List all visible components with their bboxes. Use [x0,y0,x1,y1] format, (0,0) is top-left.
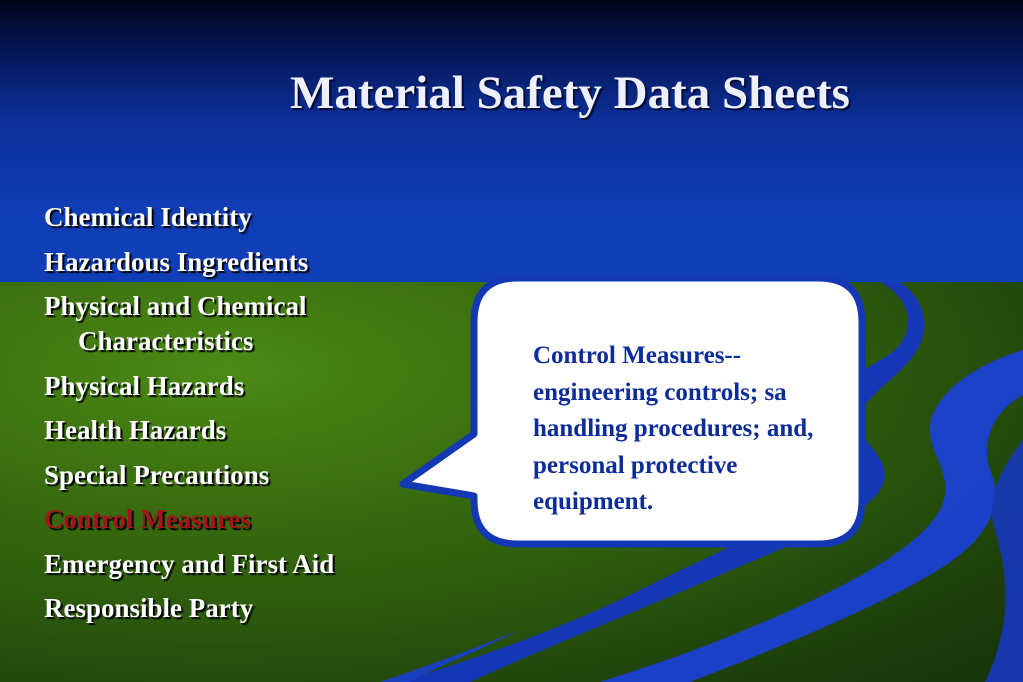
callout-line-3: handling procedures; and, [533,415,814,442]
callout-line-1: Control Measures-- [533,342,742,369]
list-item-special-precautions: Special Precautions [44,459,270,490]
list-item-hazardous-ingredients: Hazardous Ingredients [44,246,309,277]
list-item-responsible-party: Responsible Party [44,593,254,623]
callout-text [533,338,913,521]
list-item-health-hazards: Health Hazards [44,415,227,445]
slide-title: Material Safety Data Sheets [290,67,850,119]
list-item-physical-hazards: Physical Hazards [44,370,245,401]
list-item-chemical-identity: Chemical Identity [44,202,252,232]
callout-line-4: personal protective [533,451,738,479]
callout-line-2: engineering controls; sa [533,378,787,406]
list-item-control-measures: Control Measures [44,504,251,534]
list-item-emergency-first-aid: Emergency and First Aid [44,548,335,579]
callout-line-5: equipment. [533,488,654,515]
list-item-physical-chemical-characteristics: Physical and Chemical Characteristics [44,291,307,356]
